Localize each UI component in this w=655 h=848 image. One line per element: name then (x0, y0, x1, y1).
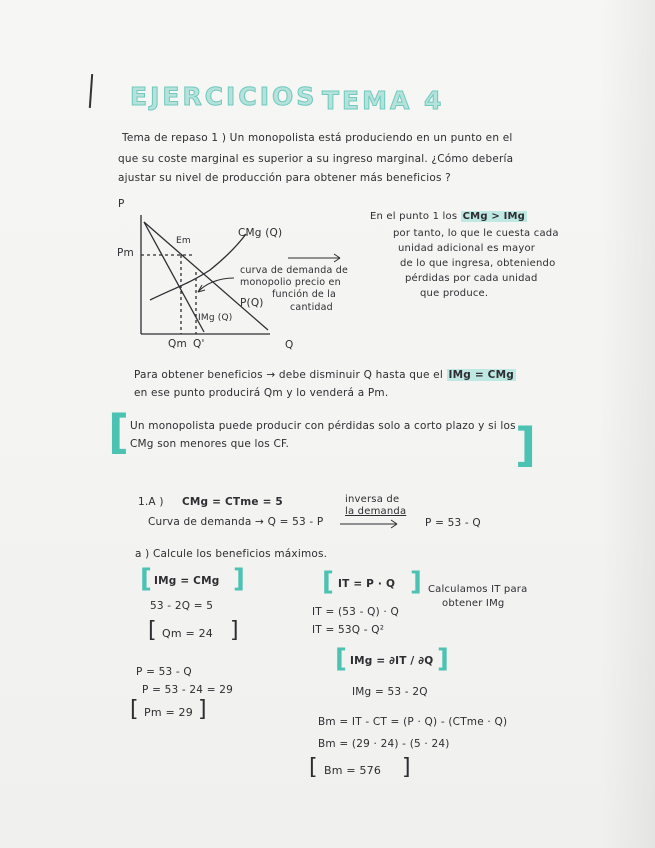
bracket-img-cmg-right: ] (233, 564, 245, 594)
graph-x-label: Q (285, 339, 294, 351)
answer-highlight: IMg = CMg (448, 369, 514, 381)
ex-part-a: a ) Calcule los beneficios máximos. (135, 548, 328, 560)
graph-note-line1: curva de demanda de (240, 265, 349, 276)
graph-pm-label: Pm (117, 247, 134, 259)
bm-bracket-left: [ (309, 755, 318, 780)
explanation-line1-text: En el punto 1 los (370, 211, 458, 222)
bracket-img-left: [ (335, 644, 347, 674)
ex-qm-result: Qm = 24 (162, 627, 213, 640)
explanation-line6: que produce. (420, 288, 489, 299)
explanation-line3: unidad adicional es mayor (398, 243, 536, 254)
bracket-img-cmg-left: [ (140, 564, 152, 594)
note-bracket-left: [ (108, 405, 130, 459)
graph-qm-label: Qm (168, 338, 187, 350)
ex-it-note2: obtener IMg (442, 598, 505, 609)
ex-it-exp: IT = 53Q - Q² (312, 624, 385, 636)
ex-b3: Bm = 576 (324, 764, 382, 777)
graph-note-line3: función de la (272, 289, 337, 300)
bm-bracket-right: ] (402, 755, 411, 780)
question-line3: ajustar su nivel de producción para obtener más beneficios ? (118, 172, 451, 184)
ex-pm-result: Pm = 29 (144, 706, 193, 719)
explanation-line2: por tanto, lo que le cuesta cada (393, 228, 559, 239)
graph-y-label: P (118, 198, 125, 210)
ex-p-eq: P = 53 - Q (136, 666, 192, 678)
ex-it-sub: IT = (53 - Q) · Q (312, 606, 399, 618)
ex-img-def: IMg = ∂IT / ∂Q (350, 655, 434, 667)
ex-eq-53: 53 - 2Q = 5 (150, 600, 214, 612)
ex-inverse-line2: la demanda (345, 506, 407, 517)
question-line1: Tema de repaso 1 ) Un monopolista está produciendo en un punto en el (122, 132, 513, 144)
bracket-it-right: ] (410, 567, 422, 597)
ex-eq-cmg: CMg = CTme = 5 (182, 496, 283, 508)
graph-pq-label: P(Q) (240, 297, 264, 309)
answer-line2: en ese punto producirá Qm y lo venderá a Pm. (134, 387, 389, 399)
ex-demand: Curva de demanda → Q = 53 - P (148, 516, 324, 528)
pm-bracket-left: [ (130, 697, 139, 722)
note-line1: Un monopolista puede producir con pérdidas solo a corto plazo y si los (130, 420, 516, 432)
ex-b1: Bm = IT - CT = (P · Q) - (CTme · Q) (318, 716, 508, 728)
qm-bracket-right: ] (230, 618, 239, 643)
explanation-highlight: CMg > IMg (462, 211, 526, 222)
ex-it-note1: Calculamos IT para (428, 584, 528, 595)
title-part2: TEMA 4 (322, 86, 445, 115)
graph-note-line2: monopolio precio en (240, 277, 341, 288)
ex-p-sub: P = 53 - 24 = 29 (142, 684, 234, 696)
ex-inverse-line1: inversa de (345, 494, 400, 505)
ex-label: 1.A ) (138, 496, 164, 508)
explanation-line4: de lo que ingresa, obteniendo (400, 258, 556, 269)
graph-cmg-label: CMg (Q) (238, 227, 283, 239)
explanation-line5: pérdidas por cada unidad (405, 273, 538, 284)
graph-qprime-label: Q' (193, 338, 205, 350)
bracket-img-right: ] (437, 644, 449, 674)
ex-it-def: IT = P · Q (338, 578, 396, 590)
qm-bracket-left: [ (148, 618, 157, 643)
graph-em-label: Em (176, 236, 191, 246)
graph-note-line4: cantidad (290, 302, 333, 313)
title-part1: EJERCICIOS (130, 82, 318, 111)
ex-eq-img-cmg: IMg = CMg (154, 575, 220, 587)
graph-img-label: IMg (Q) (198, 313, 233, 323)
pm-bracket-right: ] (198, 697, 207, 722)
answer-line1-text: Para obtener beneficios → debe disminuir Q hasta que el (134, 369, 443, 381)
question-line2: que su coste marginal es superior a su ingreso marginal. ¿Cómo debería (118, 153, 514, 165)
ex-inverse-result: P = 53 - Q (425, 517, 481, 529)
note-line2: CMg son menores que los CF. (130, 438, 290, 450)
bracket-it-left: [ (322, 567, 334, 597)
ex-img-res: IMg = 53 - 2Q (352, 686, 428, 698)
ex-b2: Bm = (29 · 24) - (5 · 24) (318, 738, 450, 750)
note-bracket-right: ] (515, 418, 537, 472)
